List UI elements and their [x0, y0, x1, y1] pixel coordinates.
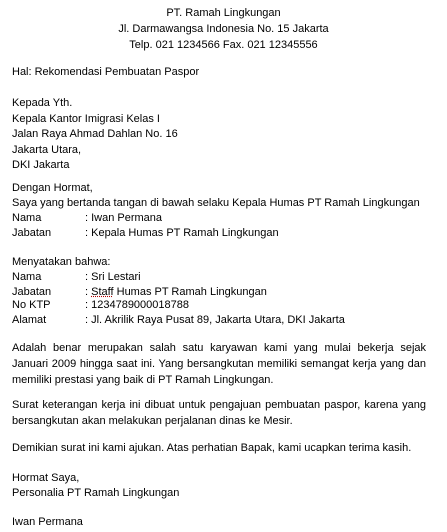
field-label: Jabatan — [12, 286, 52, 298]
recipient-line: Jalan Raya Ahmad Dahlan No. 16 — [12, 128, 178, 140]
field-value: : 1234789000018788 — [85, 299, 189, 311]
employee-name-row — [12, 271, 141, 284]
field-value: : Jl. Akrilik Raya Pusat 89, Jakarta Utara, DKI Jakarta — [85, 314, 345, 326]
closing-signer-name: Iwan Permana — [12, 516, 83, 528]
recipient-line: Jakarta Utara, — [12, 144, 82, 156]
paragraph-text: Surat keterangan kerja ini dibuat untuk pengajuan pembuatan paspor, karena yang bersangkutan akan melakukan perjalanan dinas ke Mesir. — [12, 399, 426, 427]
body-paragraph — [12, 440, 426, 456]
value-prefix: : — [85, 286, 92, 298]
field-value: : Sri Lestari — [85, 271, 141, 283]
body-paragraph — [12, 340, 426, 388]
field-label: Alamat — [12, 314, 47, 326]
intro-sentence: Saya yang bertanda tangan di bawah selaku Kepala Humas PT Ramah Lingkungan — [12, 197, 420, 209]
closing-regards: Hormat Saya, — [12, 472, 80, 484]
recipient-line: DKI Jakarta — [12, 159, 70, 171]
field-label: Nama — [12, 212, 42, 224]
subject-line: Hal: Rekomendasi Pembuatan Paspor — [12, 66, 200, 78]
field-label: Nama — [12, 271, 42, 283]
employee-address-row — [12, 314, 345, 327]
paragraph-text: Adalah benar merupakan salah satu karyawan kami yang mulai bekerja sejak Januari 2009 hingga saat ini. Yang bersangkutan memiliki semangat kerja yang dan memiliki prestasi yang baik di PT Ramah Lingkungan. — [12, 342, 426, 386]
field-label: Jabatan — [12, 227, 52, 239]
employee-position-row — [12, 286, 267, 299]
field-value — [85, 286, 267, 299]
company-name: PT. Ramah Lingkungan — [166, 7, 281, 19]
recipient-salutation: Kepada Yth. — [12, 97, 73, 109]
field-value: : Iwan Permana — [85, 212, 163, 224]
letterhead — [0, 5, 447, 53]
declaration-heading: Menyatakan bahwa: — [12, 256, 111, 268]
closing-title: Personalia PT Ramah Lingkungan — [12, 487, 180, 499]
employee-ktp-row — [12, 299, 189, 312]
field-label: No KTP — [12, 299, 51, 311]
greeting: Dengan Hormat, — [12, 182, 93, 194]
company-address: Jl. Darmawangsa Indonesia No. 15 Jakarta — [118, 23, 329, 35]
recipient-line: Kepala Kantor Imigrasi Kelas I — [12, 113, 160, 125]
paragraph-text: Demikian surat ini kami ajukan. Atas perhatian Bapak, kami ucapkan terima kasih. — [12, 442, 412, 454]
field-value: : Kepala Humas PT Ramah Lingkungan — [85, 227, 279, 239]
value-rest: Humas PT Ramah Lingkungan — [113, 286, 267, 298]
body-paragraph — [12, 397, 426, 429]
company-contact: Telp. 021 1234566 Fax. 021 12345556 — [129, 39, 318, 51]
staff-word: Staff — [91, 286, 114, 298]
signer-position-row — [12, 227, 279, 240]
signer-name-row — [12, 212, 162, 225]
